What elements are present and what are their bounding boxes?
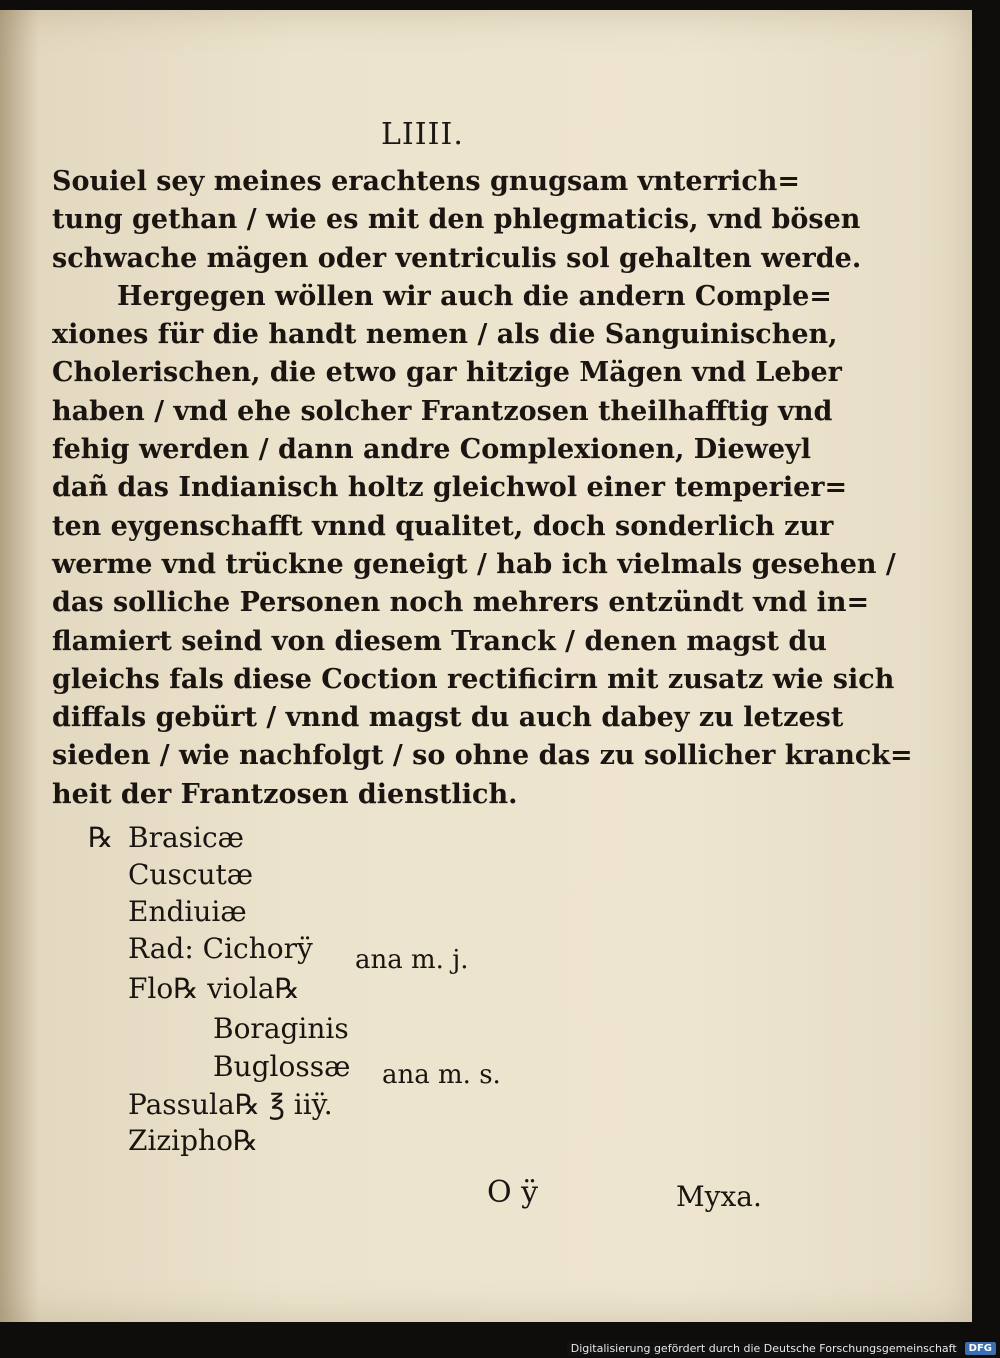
- text-line: schwache mägen oder ventriculis sol gehalten werde.: [52, 242, 862, 274]
- recipe-ingredient: Rad: Cichorÿ: [128, 932, 313, 965]
- recipe-symbol: ℞: [88, 821, 114, 854]
- text-line: das solliche Personen noch mehrers entzündt vnd in=: [52, 587, 870, 619]
- text-line: dañ das Indianisch holtz gleichwol einer temperier=: [52, 472, 848, 504]
- footer-bar: [567, 1338, 1000, 1358]
- text-line: flamiert seind von diesem Tranck / denen magst du: [52, 625, 827, 657]
- book-page: [0, 10, 972, 1322]
- recipe-dose: ana m. j.: [355, 945, 469, 975]
- text-line: fehig werden / dann andre Complexionen, Dieweyl: [52, 434, 811, 466]
- text-line: sieden / wie nachfolgt / so ohne das zu sollicher kranck=: [52, 740, 913, 772]
- text-line: heit der Frantzosen dienstlich.: [52, 778, 518, 810]
- text-line: gleichs fals diese Coction rectificirn mit zusatz wie sich: [52, 663, 895, 695]
- text-line: Cholerischen, die etwo gar hitzige Mägen vnd Leber: [52, 357, 842, 389]
- funding-credit: Digitalisierung gefördert durch die Deutsche Forschungsgemeinschaft: [567, 1341, 961, 1356]
- recipe-ingredient: Boraginis: [213, 1012, 349, 1045]
- recipe-ingredient: Flo℞ viola℞: [128, 972, 300, 1005]
- recipe-ingredient: Zizipho℞: [128, 1124, 259, 1157]
- text-line: werme vnd trückne geneigt / hab ich vielmals gesehen /: [52, 548, 896, 580]
- catchword: Myxa.: [676, 1180, 762, 1213]
- text-line: Hergegen wöllen wir auch die andern Comple=: [117, 280, 832, 312]
- recipe-ingredient: Endiuiæ: [128, 895, 247, 928]
- recipe-ingredient: Buglossæ: [213, 1050, 351, 1083]
- text-line: diffals gebürt / vnnd magst du auch dabey zu letzest: [52, 702, 844, 734]
- recipe-ingredient: Passula℞ ℥ iiÿ.: [128, 1088, 333, 1121]
- text-line: ten eygenschafft vnnd qualitet, doch sonderlich zur: [52, 510, 834, 542]
- recipe-dose: ana m. s.: [382, 1060, 501, 1090]
- text-line: Souiel sey meines erachtens gnugsam vnterrich=: [52, 166, 801, 197]
- dfg-logo-icon: DFG: [965, 1342, 996, 1355]
- recipe-ingredient: Cuscutæ: [128, 858, 254, 891]
- text-line: tung gethan / wie es mit den phlegmaticis, vnd bösen: [52, 204, 861, 236]
- text-line: xiones für die handt nemen / als die Sanguinischen,: [52, 319, 838, 351]
- signature-mark: O ÿ: [487, 1175, 539, 1210]
- text-line: haben / vnd ehe solcher Frantzosen theilhafftig vnd: [52, 395, 833, 427]
- body-text: [52, 163, 913, 814]
- recipe-ingredient: Brasicæ: [128, 821, 244, 854]
- page-number-header: LIIII.: [381, 117, 464, 152]
